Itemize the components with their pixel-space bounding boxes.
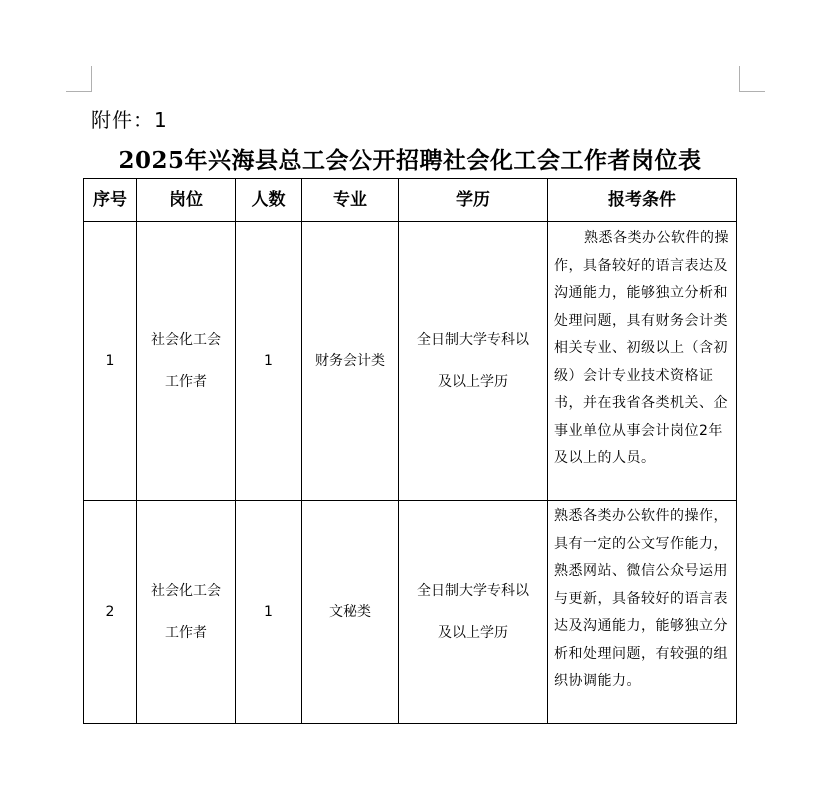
cell-conditions xyxy=(548,222,737,501)
education-line-2: 及以上学历 xyxy=(438,374,508,390)
attachment-label: 附件：1 xyxy=(91,108,168,132)
cell-post xyxy=(137,222,236,501)
cell-seq: 1 xyxy=(84,222,137,501)
education-line-1: 全日制大学专科以 xyxy=(417,583,529,599)
document-title: 2025年兴海县总工会公开招聘社会化工会工作者岗位表 xyxy=(118,147,702,174)
cell-major: 文秘类 xyxy=(302,501,399,724)
education-line-1: 全日制大学专科以 xyxy=(417,332,529,348)
cell-education xyxy=(399,222,548,501)
crop-mark-top-right-horizontal xyxy=(739,91,765,92)
header-count: 人数 xyxy=(236,179,302,222)
cell-post xyxy=(137,501,236,724)
crop-mark-top-left-horizontal xyxy=(66,91,92,92)
cell-count: 1 xyxy=(236,222,302,501)
table-header-row xyxy=(84,179,737,222)
post-line-1: 社会化工会 xyxy=(151,332,221,348)
cell-major: 财务会计类 xyxy=(302,222,399,501)
positions-table xyxy=(83,178,737,724)
crop-mark-top-left-vertical xyxy=(91,66,92,92)
education-line-2: 及以上学历 xyxy=(438,625,508,641)
post-line-2: 工作者 xyxy=(165,625,207,641)
table-row xyxy=(84,222,737,501)
header-major: 专业 xyxy=(302,179,399,222)
cell-education xyxy=(399,501,548,724)
header-post: 岗位 xyxy=(137,179,236,222)
post-line-1: 社会化工会 xyxy=(151,583,221,599)
header-seq: 序号 xyxy=(84,179,137,222)
cell-seq: 2 xyxy=(84,501,137,724)
post-line-2: 工作者 xyxy=(165,374,207,390)
cell-conditions xyxy=(548,501,737,724)
cell-count: 1 xyxy=(236,501,302,724)
crop-mark-top-right-vertical xyxy=(739,66,740,92)
conditions-text: 熟悉各类办公软件的操作，具有一定的公文写作能力，熟悉网站、微信公众号运用与更新，具备较好的语言表达及沟通能力，能够独立分析和处理问题，有较强的组织协调能力。 xyxy=(554,508,728,689)
header-education: 学历 xyxy=(399,179,548,222)
conditions-text: 熟悉各类办公软件的操作，具备较好的语言表达及沟通能力，能够独立分析和处理问题，具有财务会计类相关专业、初级以上（含初级）会计专业技术资格证书，并在我省各类机关、企事业单位从事会计岗位2年及以上的人员。 xyxy=(554,230,729,466)
table-row xyxy=(84,501,737,724)
header-conditions: 报考条件 xyxy=(548,179,737,222)
